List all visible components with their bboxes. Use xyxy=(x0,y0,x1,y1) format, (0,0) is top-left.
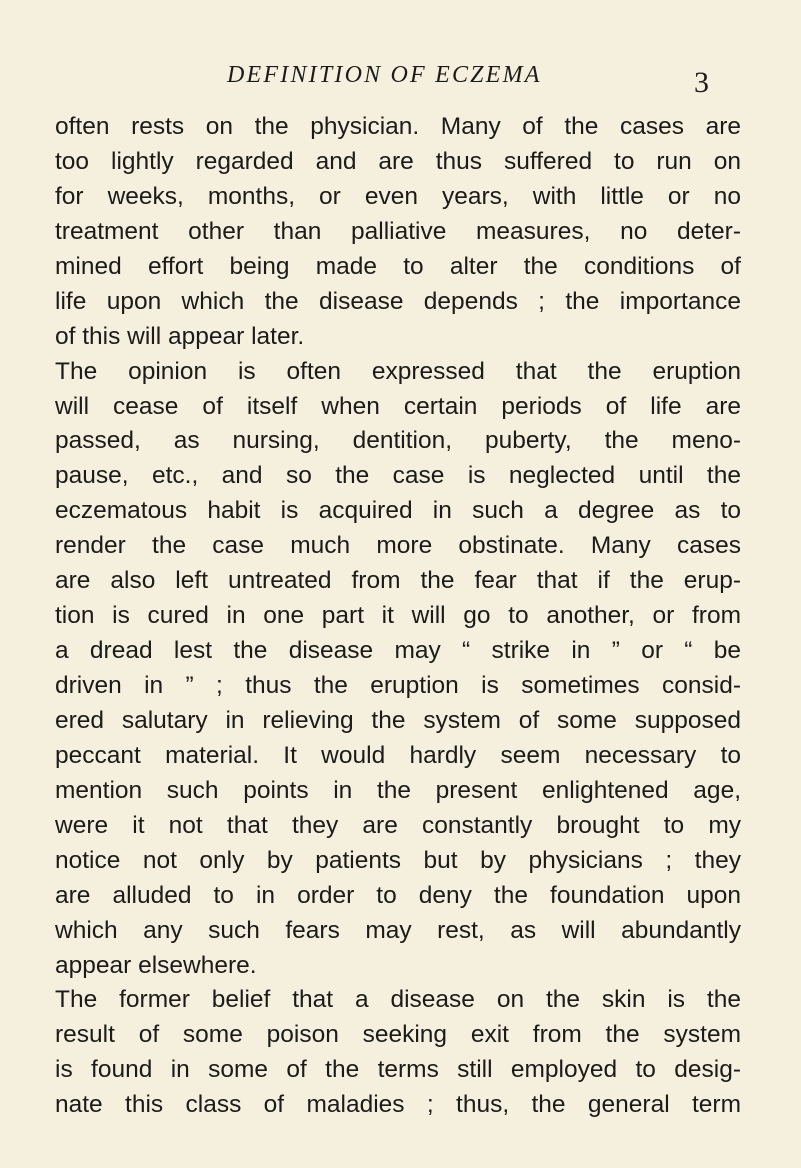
text-line: of this will appear later. xyxy=(55,322,305,350)
paragraph-start-line: The former belief that a disease on the skin is the xyxy=(55,986,741,1014)
text-line: driven in ” ; thus the eruption is sometimes consid- xyxy=(55,672,741,699)
text-line: appear elsewhere. xyxy=(55,951,257,979)
text-line: is found in some of the terms still employed to desig- xyxy=(55,1056,741,1084)
text-line: pause, etc., and so the case is neglected until the xyxy=(55,462,741,490)
paragraph-start-line: The opinion is often expressed that the eruption xyxy=(55,357,741,385)
text-line: were it not that they are constantly brought to my xyxy=(55,811,741,839)
running-head xyxy=(0,58,801,98)
page-number: 3 xyxy=(694,66,709,99)
text-line: mined effort being made to alter the conditions of xyxy=(55,252,741,280)
text-line: eczematous habit is acquired in such a degree as to xyxy=(55,497,741,525)
text-line: too lightly regarded and are thus suffered to run on xyxy=(55,147,741,175)
text-line: are alluded to in order to deny the foundation upon xyxy=(55,881,741,909)
text-line: tion is cured in one part it will go to another, or from xyxy=(55,602,741,630)
text-line: ered salutary in relieving the system of some supposed xyxy=(55,706,741,734)
text-line: which any such fears may rest, as will abundantly xyxy=(55,916,741,944)
text-line: life upon which the disease depends ; the importance xyxy=(55,287,741,315)
running-title: DEFINITION OF ECZEMA xyxy=(227,62,542,88)
text-line: often rests on the physician. Many of the cases are xyxy=(55,113,741,140)
body-text xyxy=(55,110,741,1123)
text-line: treatment other than palliative measures, no deter- xyxy=(55,217,741,245)
text-line: result of some poison seeking exit from the system xyxy=(55,1021,741,1049)
text-line: nate this class of maladies ; thus, the general term xyxy=(55,1091,741,1119)
text-line: are also left untreated from the fear that if the erup- xyxy=(55,567,741,595)
text-line: mention such points in the present enlightened age, xyxy=(55,776,741,804)
text-line: for weeks, months, or even years, with little or no xyxy=(55,182,741,210)
text-line: notice not only by patients but by physicians ; they xyxy=(55,846,741,874)
text-line: render the case much more obstinate. Many cases xyxy=(55,532,741,560)
text-line: passed, as nursing, dentition, puberty, the meno- xyxy=(55,427,741,455)
text-line: will cease of itself when certain periods of life are xyxy=(55,392,741,420)
text-line: peccant material. It would hardly seem necessary to xyxy=(55,741,741,769)
text-line: a dread lest the disease may “ strike in ” or “ be xyxy=(55,637,741,665)
